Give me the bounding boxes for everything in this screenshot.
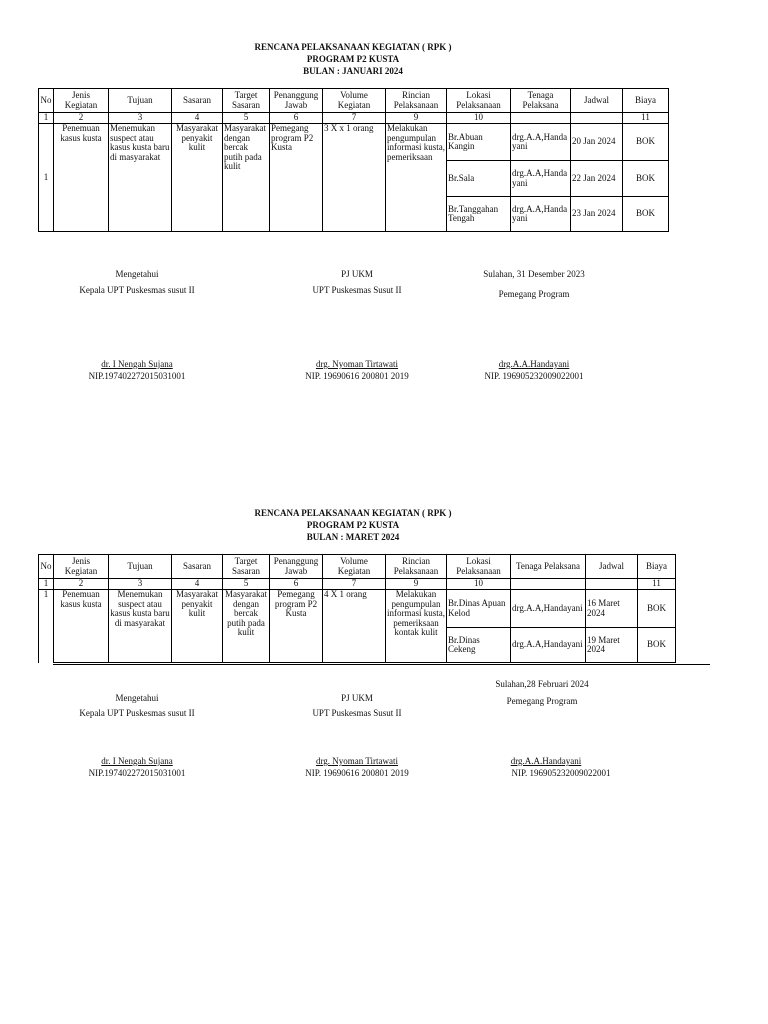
header-cell: Jadwal — [571, 89, 623, 113]
number-cell: 6 — [270, 113, 323, 124]
row-no: 1 — [39, 124, 54, 232]
header-cell: Volume Kegiatan — [323, 555, 386, 579]
number-cell: 1 — [39, 579, 54, 590]
tenaga-pelaksana: drg.A.A,Handayani — [511, 590, 586, 628]
column-number-row — [39, 579, 676, 590]
number-cell: 5 — [223, 579, 270, 590]
sign-right-name: drg.A.A.Handayani — [498, 359, 570, 369]
number-cell: 7 — [323, 113, 386, 124]
doc2-title: RENCANA PELAKSANAAN KEGIATAN ( RPK ) — [254, 508, 452, 518]
header-cell: Target Sasaran — [223, 555, 270, 579]
header-cell: No — [39, 555, 54, 579]
tenaga-pelaksana: drg.A.A,Handa yani — [511, 124, 571, 161]
header-cell: Sasaran — [172, 555, 223, 579]
header-cell: Rincian Pelaksanaan — [386, 555, 447, 579]
header-cell: Jenis Kegiatan — [54, 89, 109, 113]
tenaga-pelaksana: drg.A.A,Handa yani — [511, 161, 571, 197]
biaya: BOK — [638, 628, 676, 663]
table-row — [39, 124, 669, 161]
lokasi-pelaksanaan: Br.Abuan Kangin — [447, 124, 511, 161]
lokasi-pelaksanaan: Br.Sala — [447, 161, 511, 197]
jadwal: 23 Jan 2024 — [571, 197, 623, 232]
rincian-pelaksanaan: Melakukan pengumpulan informasi kusta, pemeriksaan kontak kulit — [386, 590, 447, 663]
header-cell: No — [39, 89, 54, 113]
header-cell: Target Sasaran — [223, 89, 270, 113]
sign-left-name: dr. I Nengah Sujana — [101, 756, 173, 766]
sign-left-label: Mengetahui — [115, 693, 159, 703]
sign-left-title: Kepala UPT Puskesmas susut II — [79, 708, 195, 718]
sign-right-title: Pemegang Program — [506, 696, 578, 706]
sign-left-label: Mengetahui — [115, 269, 159, 279]
header-cell: Jadwal — [586, 555, 638, 579]
sasaran: Masyarakat penyakit kulit — [172, 590, 223, 663]
number-cell: 11 — [623, 113, 669, 124]
number-cell: 3 — [109, 113, 172, 124]
row-no: 1 — [39, 590, 54, 663]
number-cell: 4 — [172, 113, 223, 124]
doc2-rpk-table — [38, 554, 676, 663]
sign-mid-title: UPT Puskesmas Susut II — [312, 708, 402, 718]
number-cell: 3 — [109, 579, 172, 590]
jadwal: 20 Jan 2024 — [571, 124, 623, 161]
number-cell — [586, 579, 638, 590]
header-cell: Penanggung Jawab — [270, 555, 323, 579]
number-cell: 7 — [323, 579, 386, 590]
jadwal: 19 Maret 2024 — [586, 628, 638, 663]
penanggung-jawab: Pemegang program P2 Kusta — [270, 590, 323, 663]
table-bottom-rule — [53, 664, 710, 665]
number-cell — [511, 113, 571, 124]
tenaga-pelaksana: drg.A.A,Handa yani — [511, 197, 571, 232]
table-header-row — [39, 555, 676, 579]
biaya: BOK — [623, 197, 669, 232]
header-cell: Tenaga Pelaksana — [511, 89, 571, 113]
number-cell — [511, 579, 586, 590]
sign-mid-label: PJ UKM — [341, 693, 373, 703]
header-cell: Jenis Kegiatan — [54, 555, 109, 579]
doc1-rpk-table — [38, 88, 669, 232]
lokasi-pelaksanaan: Br.Dinas Cekeng — [447, 628, 511, 663]
target-sasaran: Masyarakat dengan bercak putih pada kulit — [223, 590, 270, 663]
sign-left-name: dr. I Nengah Sujana — [101, 359, 173, 369]
doc1-program: PROGRAM P2 KUSTA — [306, 54, 400, 64]
volume-kegiatan: 4 X 1 orang — [323, 590, 386, 663]
header-cell: Sasaran — [172, 89, 223, 113]
rincian-pelaksanaan: Melakukan pengumpulan informasi kusta, pemeriksaan — [386, 124, 447, 232]
number-cell: 4 — [172, 579, 223, 590]
tujuan: Menemukan suspect atau kasus kusta baru di masyarakat — [109, 124, 172, 232]
jenis-kegiatan: Penemuan kasus kusta — [54, 590, 109, 663]
sign-right-title: Pemegang Program — [498, 289, 570, 299]
biaya: BOK — [638, 590, 676, 628]
sign-right-date: Sulahan, 31 Desember 2023 — [483, 269, 585, 279]
sign-mid-name: drg. Nyoman Tirtawati — [315, 756, 399, 766]
table-header-row — [39, 89, 669, 113]
penanggung-jawab: Pemegang program P2 Kusta — [270, 124, 323, 232]
header-cell: Lokasi Pelaksanaan — [447, 555, 511, 579]
sasaran: Masyarakat penyakit kulit — [172, 124, 223, 232]
jadwal: 22 Jan 2024 — [571, 161, 623, 197]
header-cell: Tujuan — [109, 555, 172, 579]
number-cell — [571, 113, 623, 124]
header-cell: Tujuan — [109, 89, 172, 113]
jadwal: 16 Maret 2024 — [586, 590, 638, 628]
number-cell: 9 — [386, 113, 447, 124]
volume-kegiatan: 3 X x 1 orang — [323, 124, 386, 232]
tenaga-pelaksana: drg.A.A,Handayani — [511, 628, 586, 663]
sign-mid-title: UPT Puskesmas Susut II — [312, 285, 402, 295]
lokasi-pelaksanaan: Br.Dinas Apuan Kelod — [447, 590, 511, 628]
sign-right-date: Sulahan,28 Februari 2024 — [495, 679, 589, 689]
number-cell: 5 — [223, 113, 270, 124]
number-cell: 6 — [270, 579, 323, 590]
sign-mid-name: drg. Nyoman Tirtawati — [315, 359, 399, 369]
number-cell: 1 — [39, 113, 54, 124]
number-cell: 11 — [638, 579, 676, 590]
tujuan: Menemukan suspect atau kasus kusta baru di masyarakat — [109, 590, 172, 663]
header-cell: Penanggung Jawab — [270, 89, 323, 113]
number-cell: 10 — [447, 579, 511, 590]
target-sasaran: Masyarakat dengan bercak putih pada kulit — [223, 124, 270, 232]
biaya: BOK — [623, 124, 669, 161]
header-cell: Rincian Pelaksanaan — [386, 89, 447, 113]
doc2-month: BULAN : MARET 2024 — [306, 532, 400, 542]
sign-right-name: drg.A.A.Handayani — [510, 756, 582, 766]
sign-left-title: Kepala UPT Puskesmas susut II — [79, 285, 195, 295]
doc2-program: PROGRAM P2 KUSTA — [306, 520, 400, 530]
header-cell: Lokasi Pelaksanaan — [447, 89, 511, 113]
doc1-title: RENCANA PELAKSANAAN KEGIATAN ( RPK ) — [254, 42, 452, 52]
sign-right-nip: NIP. 196905232009022001 — [511, 768, 611, 778]
header-cell: Volume Kegiatan — [323, 89, 386, 113]
sign-mid-label: PJ UKM — [341, 269, 373, 279]
table-row — [39, 590, 676, 628]
sign-mid-nip: NIP. 19690616 200801 2019 — [305, 371, 409, 381]
sign-right-nip: NIP. 196905232009022001 — [484, 371, 584, 381]
sign-left-nip: NIP.197402272015031001 — [88, 768, 186, 778]
doc1-month: BULAN : JANUARI 2024 — [303, 66, 403, 76]
number-cell: 2 — [54, 113, 109, 124]
sign-left-nip: NIP.197402272015031001 — [88, 371, 186, 381]
lokasi-pelaksanaan: Br.Tanggahan Tengah — [447, 197, 511, 232]
number-cell: 9 — [386, 579, 447, 590]
jenis-kegiatan: Penemuan kasus kusta — [54, 124, 109, 232]
number-cell: 2 — [54, 579, 109, 590]
header-cell: Tenaga Pelaksana — [511, 555, 586, 579]
biaya: BOK — [623, 161, 669, 197]
header-cell: Biaya — [623, 89, 669, 113]
number-cell: 10 — [447, 113, 511, 124]
sign-mid-nip: NIP. 19690616 200801 2019 — [305, 768, 409, 778]
column-number-row — [39, 113, 669, 124]
header-cell: Biaya — [638, 555, 676, 579]
